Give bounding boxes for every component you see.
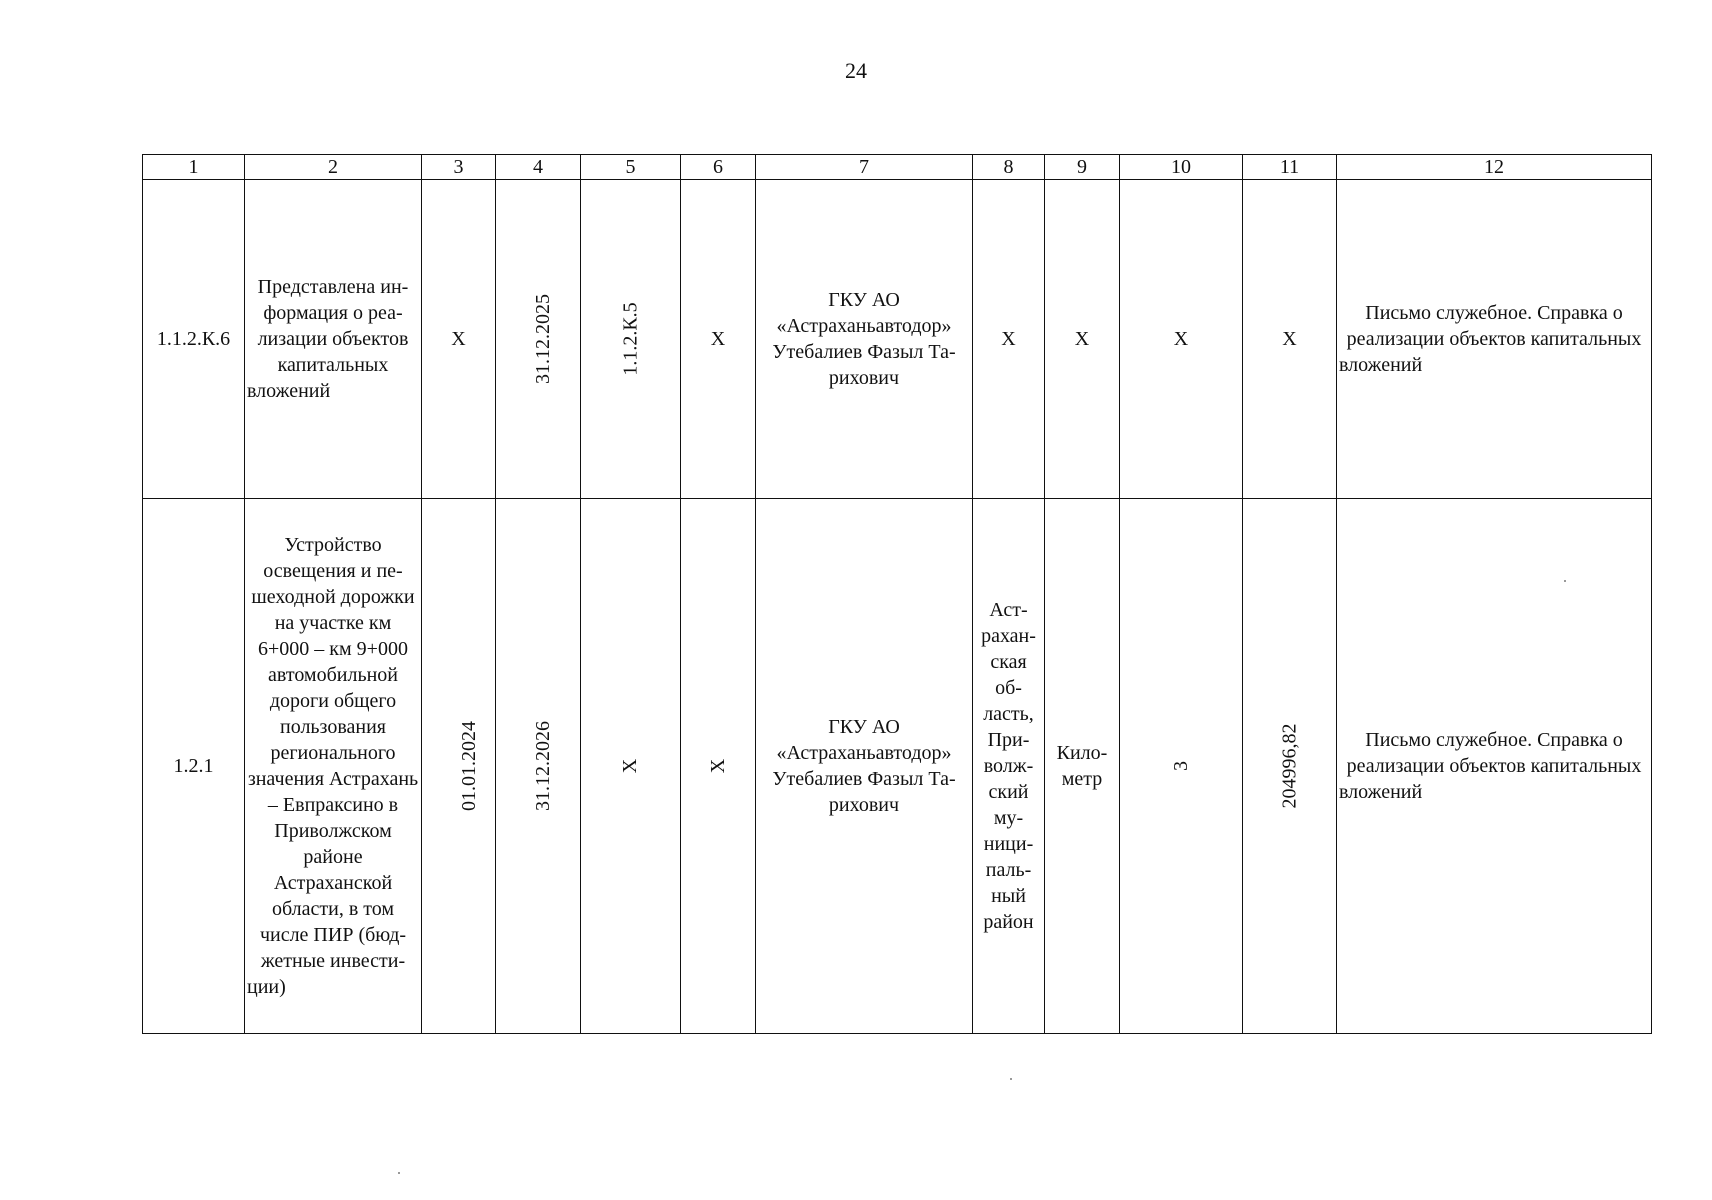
header-cell-10: 10 <box>1120 155 1243 180</box>
cell-col-10 <box>1120 499 1243 1034</box>
cell-col-3: Х <box>422 180 496 499</box>
date-start: 01.01.2024 <box>458 721 480 811</box>
header-cell-1: 1 <box>143 155 245 180</box>
responsible-cell: ГКУ АО «Астраханьавтодор» Утебалиев Фазыл Тарихович <box>756 499 973 1034</box>
cell-col-8: Х <box>973 180 1045 499</box>
reference-code: 1.1.2.К.5 <box>619 302 642 376</box>
cell-col-3 <box>422 499 496 1034</box>
cell-col-6 <box>681 499 756 1034</box>
header-cell-12: 12 <box>1337 155 1652 180</box>
scan-speck <box>1564 580 1566 582</box>
scan-speck <box>398 1172 400 1174</box>
header-cell-11: 11 <box>1243 155 1337 180</box>
document-cell: Письмо служебное. Справка о реализации объектов капитальных вложений <box>1337 499 1652 1034</box>
header-cell-8: 8 <box>973 155 1045 180</box>
cell-col-4 <box>496 499 581 1034</box>
cell-col-5 <box>581 499 681 1034</box>
unit-cell: Километр <box>1045 499 1120 1034</box>
cell-col-4 <box>496 180 581 499</box>
row-number-cell: 1.1.2.К.6 <box>143 180 245 499</box>
header-cell-9: 9 <box>1045 155 1120 180</box>
cell-col-11 <box>1243 499 1337 1034</box>
territory-cell: Астраханская область, Приволжский муниципальный район <box>973 499 1045 1034</box>
header-cell-7: 7 <box>756 155 973 180</box>
reference-code: Х <box>619 758 642 774</box>
header-cell-4: 4 <box>496 155 581 180</box>
cell-col-9: Х <box>1045 180 1120 499</box>
page-number: 24 <box>845 58 867 83</box>
document-cell: Письмо служебное. Справка о реализации объектов капитальных вложений <box>1337 180 1652 499</box>
table-row <box>143 499 1652 1034</box>
row-number-cell: 1.2.1 <box>143 499 245 1034</box>
data-table <box>142 154 1652 1034</box>
header-cell-3: 3 <box>422 155 496 180</box>
date-end: 31.12.2025 <box>532 294 554 384</box>
cell-col-11: Х <box>1243 180 1337 499</box>
description-cell: Устройство освещения и пешеходной дорожки на участке км 6+000 – км 9+000 автомобильной дороги общего пользования регионального значения Астрахань – Евпраксино в Приволжском районе Астраханской области, в том числе ПИР (бюджетные инвестиции) <box>245 499 422 1034</box>
table-row <box>143 180 1652 499</box>
cell-col-6-value: Х <box>706 758 729 774</box>
quantity-value: 3 <box>1170 761 1192 771</box>
header-cell-2: 2 <box>245 155 422 180</box>
responsible-cell: ГКУ АО «Астраханьавтодор» Утебалиев Фазыл Тарихович <box>756 180 973 499</box>
header-cell-5: 5 <box>581 155 681 180</box>
amount-value: 204996,82 <box>1278 723 1301 809</box>
date-end: 31.12.2026 <box>532 721 554 811</box>
description-cell: Представлена информация о реализации объектов капитальных вложений <box>245 180 422 499</box>
cell-col-10: Х <box>1120 180 1243 499</box>
header-row <box>143 155 1652 180</box>
cell-col-6: Х <box>681 180 756 499</box>
header-cell-6: 6 <box>681 155 756 180</box>
cell-col-5 <box>581 180 681 499</box>
scan-speck <box>1010 1078 1012 1080</box>
